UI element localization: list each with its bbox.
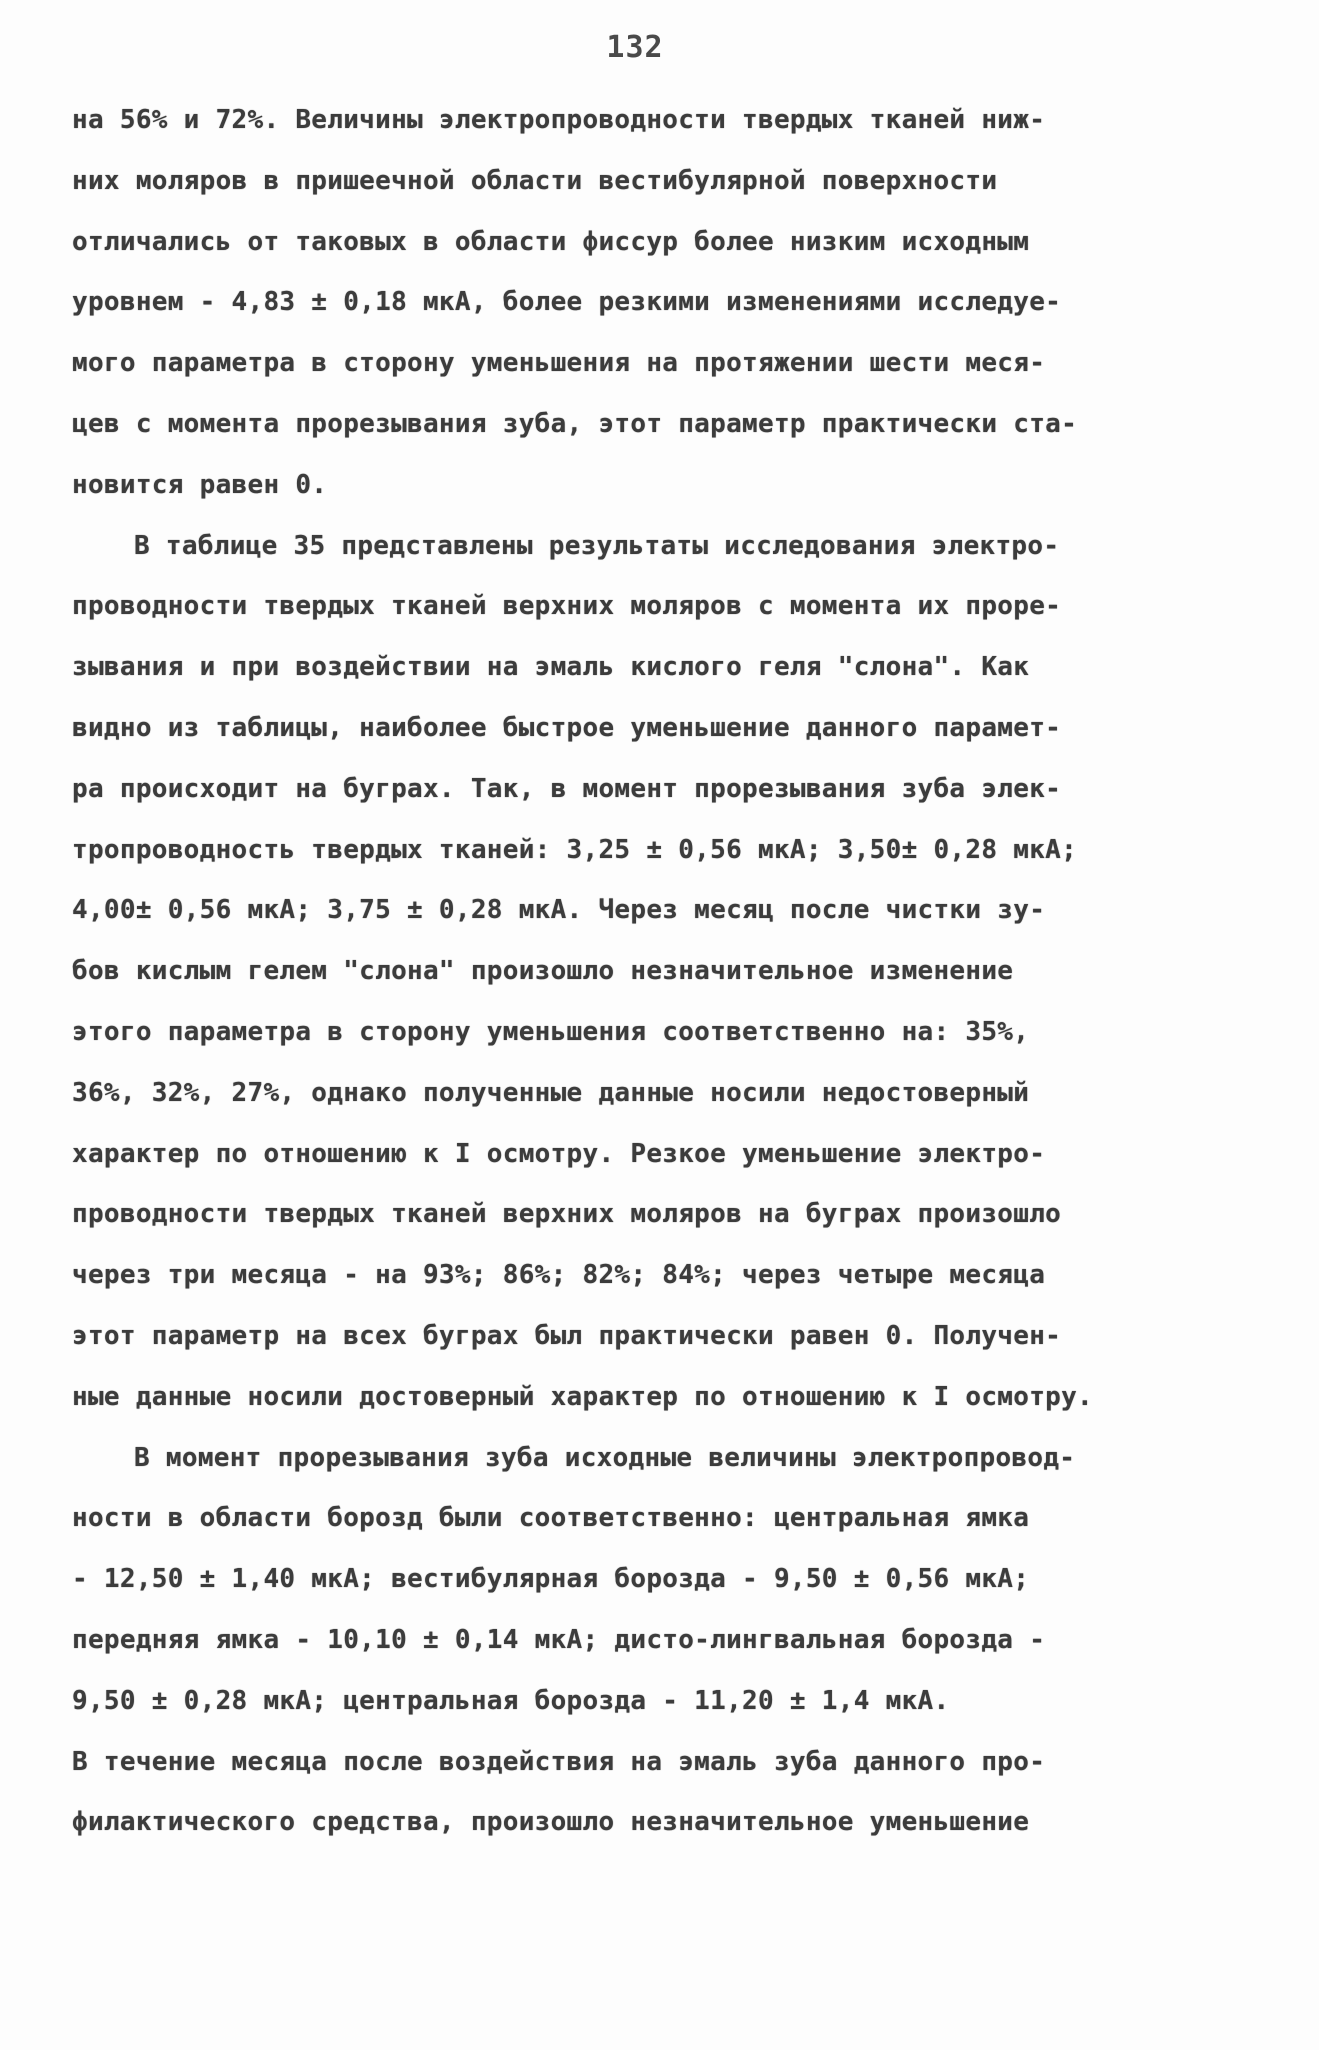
text-line: характер по отношению к I осмотру. Резкое уменьшение электро- <box>72 1138 1046 1169</box>
text-line: зывания и при воздействии на эмаль кислого геля "слона". Как <box>72 652 1030 683</box>
text-line: передняя ямка - 10,10 ± 0,14 мкА; дисто-лингвальная борозда - <box>72 1624 1046 1655</box>
text-line: проводности твердых тканей верхних моляров на буграх произошло <box>72 1199 1062 1230</box>
text-line: через три месяца - на 93%; 86%; 82%; 84%; через четыре месяца <box>72 1260 1046 1291</box>
text-line: этот параметр на всех буграх был практически равен 0. Получен- <box>72 1320 1062 1351</box>
text-line: мого параметра в сторону уменьшения на протяжении шести меся- <box>72 348 1046 379</box>
body-text <box>72 90 1262 1853</box>
text-line: тропроводность твердых тканей: 3,25 ± 0,56 мкА; 3,50± 0,28 мкА; <box>72 834 1078 865</box>
text-line: проводности твердых тканей верхних моляров с момента их проре- <box>72 591 1062 622</box>
text-line: филактического средства, произошло незначительное уменьшение <box>72 1807 1030 1838</box>
text-line: ра происходит на буграх. Так, в момент прорезывания зуба элек- <box>72 773 1062 804</box>
text-line: отличались от таковых в области фиссур более низким исходным <box>72 226 1030 257</box>
paragraph-first-line: В течение месяца после воздействия на эмаль зуба данного про- <box>72 1746 1046 1777</box>
text-line: бов кислым гелем "слона" произошло незначительное изменение <box>72 956 1014 987</box>
text-line: этого параметра в сторону уменьшения соответственно на: 35%, <box>72 1016 1030 1047</box>
text-line: 9,50 ± 0,28 мкА; центральная борозда - 11,20 ± 1,4 мкА. <box>72 1685 950 1716</box>
text-line: ности в области борозд были соответственно: центральная ямка <box>72 1503 1030 1534</box>
text-line: цев с момента прорезывания зуба, этот параметр практически ста- <box>72 408 1078 439</box>
text-line: видно из таблицы, наиболее быстрое уменьшение данного парамет- <box>72 712 1062 743</box>
text-line: них моляров в пришеечной области вестибулярной поверхности <box>72 165 998 196</box>
text-line: 4,00± 0,56 мкА; 3,75 ± 0,28 мкА. Через месяц после чистки зу- <box>72 895 1046 926</box>
text-line: на 56% и 72%. Величины электропроводности твердых тканей ниж- <box>72 105 1046 135</box>
text-line: уровнем - 4,83 ± 0,18 мкА, более резкими изменениями исследуе- <box>72 287 1062 318</box>
text-line: ные данные носили достоверный характер по отношению к I осмотру. <box>72 1381 1094 1412</box>
paragraph-first-line: В момент прорезывания зуба исходные величины электропровод- <box>134 1442 1076 1473</box>
page-number: 132 <box>606 30 664 65</box>
paragraph-first-line: В таблице 35 представлены результаты исследования электро- <box>134 530 1060 561</box>
text-line: новится равен 0. <box>72 469 328 500</box>
text-line: 36%, 32%, 27%, однако полученные данные носили недостоверный <box>72 1077 1030 1108</box>
text-line: - 12,50 ± 1,40 мкА; вестибулярная борозда - 9,50 ± 0,56 мкА; <box>72 1564 1030 1595</box>
